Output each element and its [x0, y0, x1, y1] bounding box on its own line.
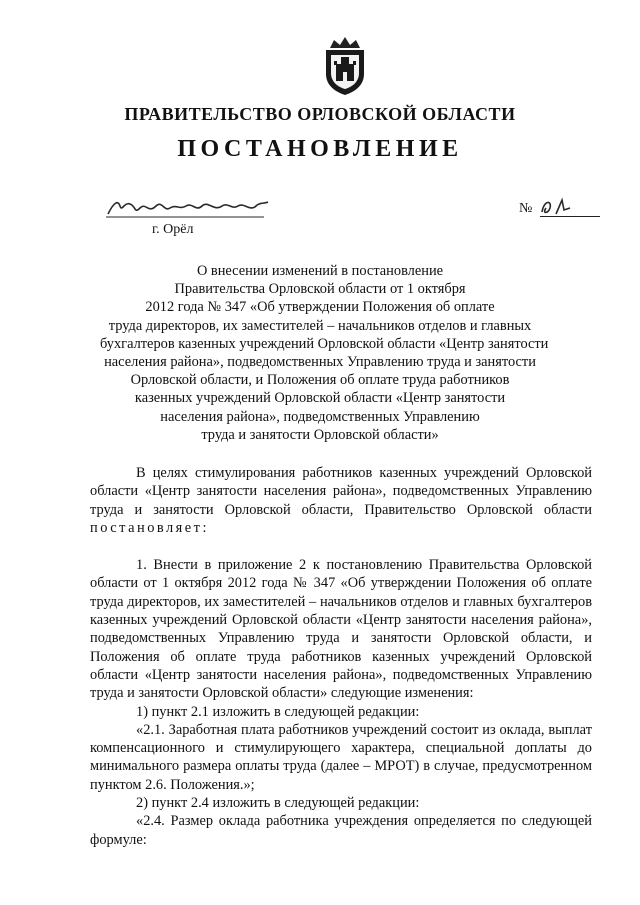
- number-underline: [540, 216, 600, 217]
- subitem-2-heading: 2) пункт 2.4 изложить в следующей редакции:: [136, 795, 420, 812]
- document-body: [90, 464, 592, 849]
- paragraph-gap: [90, 537, 592, 556]
- subject-line: О внесении изменений в постановление: [196, 263, 444, 279]
- subject-line: бухгалтеров казенных учреждений Орловской области «Центр занятости: [100, 335, 549, 352]
- city-label: г. Орёл: [152, 222, 194, 237]
- coat-of-arms-emblem: [322, 34, 368, 96]
- handwritten-number: [538, 196, 578, 218]
- subject-line: 2012 года № 347 «Об утверждении Положения об оплате: [145, 299, 495, 316]
- subject-line: Орловской области, и Положения об оплате труда работников: [130, 372, 510, 389]
- item-1-paragraph: 1. Внести в приложение 2 к постановлению Правительства Орловской области от 1 октября 2012 года № 347 «Об утверждении Положения об оплате труда директоров, их заместителей – начальников отделов и главных бухгалтеров казенных учреждений Орловской области «Центр занятости населения района», подведомственных Управлению труда и занятости Орловской области, и Положения об оплате труда работников казенных учреждений Орловской области «Центр занятости населения района», подведомственных Управлению труда и занятости Орловской области» следующие изменения:: [90, 557, 592, 702]
- subject-line: населения района», подведомственных Управлению труда и занятости: [104, 354, 536, 371]
- preamble-text: В целях стимулирования работников казенных учреждений Орловской области «Центр занятости населения района», подведомственных Управлению труда и занятости Орловской области, Правительство Орловской области: [90, 465, 592, 518]
- subject-line: населения района», подведомственных Управлению: [160, 408, 480, 425]
- subject-line: Правительства Орловской области от 1 октября: [174, 281, 466, 298]
- subject-line: труда и занятости Орловской области»: [201, 426, 439, 443]
- subject-line: казенных учреждений Орловской области «Центр занятости: [134, 390, 506, 407]
- resolution-subject: [100, 262, 549, 444]
- subitem-1-heading: 1) пункт 2.1 изложить в следующей редакции:: [136, 703, 420, 720]
- subject-line: труда директоров, их заместителей – начальников отделов и главных: [108, 317, 532, 334]
- resolves-word: постановляет:: [90, 519, 209, 536]
- government-title: ПРАВИТЕЛЬСТВО ОРЛОВСКОЙ ОБЛАСТИ: [124, 104, 516, 124]
- document-type-title: ПОСТАНОВЛЕНИЕ: [177, 136, 463, 162]
- subitem-1-text: «2.1. Заработная плата работников учреждений состоит из оклада, выплат компенсационного и стимулирующего характера, специальной доплаты до минимального размера оплаты труда (далее – МРОТ) в случае, предусмотренном пунктом 2.6. Положения.»;: [90, 721, 592, 793]
- number-label: №: [519, 201, 533, 216]
- handwritten-date-signature: [104, 196, 274, 220]
- subitem-2-text: «2.4. Размер оклада работника учреждения определяется по следующей формуле:: [90, 813, 592, 848]
- preamble-paragraph: [90, 464, 592, 537]
